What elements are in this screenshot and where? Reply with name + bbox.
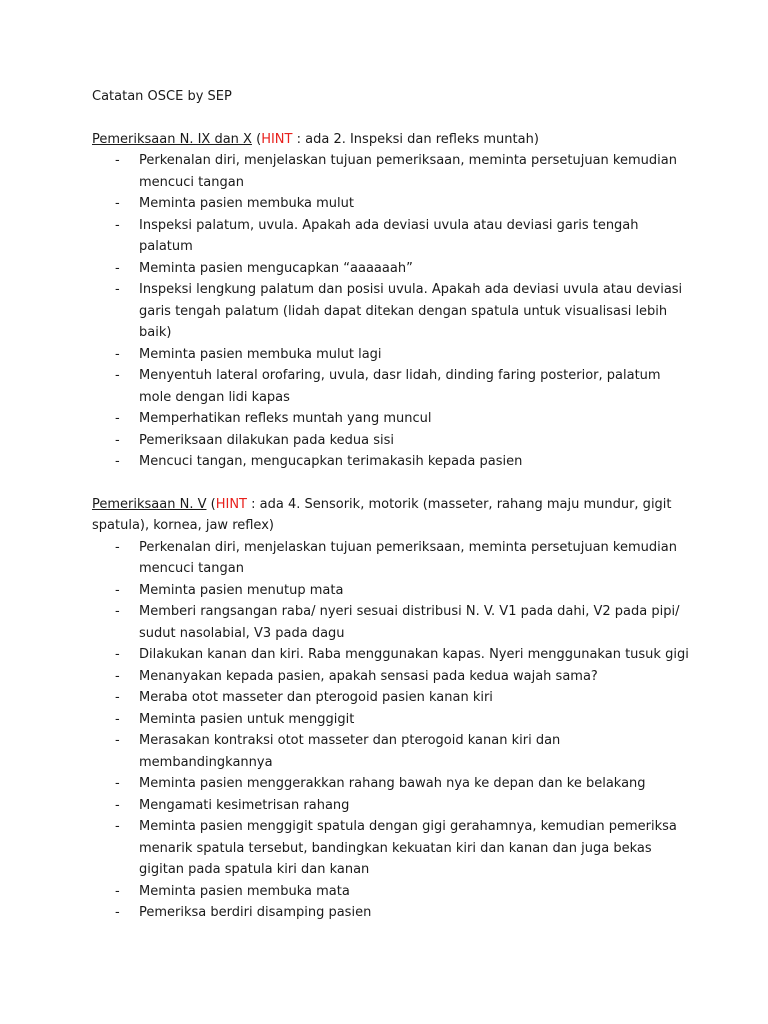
list-item: - Menyentuh lateral orofaring, uvula, dasr lidah, dinding faring posterior, palatum mole dengan lidi kapas	[92, 365, 692, 408]
list-item: - Meminta pasien menggerakkan rahang bawah nya ke depan dan ke belakang	[92, 773, 692, 795]
document-page	[92, 86, 692, 945]
section-n-v	[92, 494, 692, 924]
list-item: - Menanyakan kepada pasien, apakah sensasi pada kedua wajah sama?	[92, 666, 692, 688]
list-item: - Pemeriksa berdiri disamping pasien	[92, 902, 692, 924]
list-item: - Inspeksi palatum, uvula. Apakah ada deviasi uvula atau deviasi garis tengah palatum	[92, 215, 692, 258]
list-item: - Memperhatikan refleks muntah yang muncul	[92, 408, 692, 430]
list-item: - Meminta pasien membuka mulut lagi	[92, 344, 692, 366]
hint-text: : ada 2. Inspeksi dan refleks muntah)	[296, 131, 539, 147]
list-item: - Memberi rangsangan raba/ nyeri sesuai distribusi N. V. V1 pada dahi, V2 pada pipi/ sudut nasolabial, V3 pada dagu	[92, 601, 692, 644]
list-item: - Mencuci tangan, mengucapkan terimakasih kepada pasien	[92, 451, 692, 473]
list-item: - Dilakukan kanan dan kiri. Raba menggunakan kapas. Nyeri menggunakan tusuk gigi	[92, 644, 692, 666]
list-item: - Meminta pasien mengucapkan “aaaaaah”	[92, 258, 692, 280]
section-heading	[92, 494, 692, 537]
hint-label: HINT	[261, 131, 293, 147]
list-item: - Meminta pasien menggigit spatula dengan gigi gerahamnya, kemudian pemeriksa menarik spatula tersebut, bandingkan kekuatan kiri dan kanan dan juga bekas gigitan pada spatula kiri dan kanan	[92, 816, 692, 881]
document-title: Catatan OSCE by SEP	[92, 89, 232, 104]
section-n-ix-x	[92, 129, 692, 473]
list-item: - Merasakan kontraksi otot masseter dan pterogoid kanan kiri dan membandingkannya	[92, 730, 692, 773]
step-list	[92, 150, 692, 473]
list-item: - Perkenalan diri, menjelaskan tujuan pemeriksaan, meminta persetujuan kemudian mencuci tangan	[92, 537, 692, 580]
list-item: - Meminta pasien untuk menggigit	[92, 709, 692, 731]
list-item: - Meminta pasien membuka mulut	[92, 193, 692, 215]
step-list	[92, 537, 692, 924]
list-item: - Meminta pasien menutup mata	[92, 580, 692, 602]
section-heading-name: Pemeriksaan N. IX dan X	[92, 131, 252, 147]
list-item: - Meraba otot masseter dan pterogoid pasien kanan kiri	[92, 687, 692, 709]
list-item: - Mengamati kesimetrisan rahang	[92, 795, 692, 817]
list-item: - Perkenalan diri, menjelaskan tujuan pemeriksaan, meminta persetujuan kemudian mencuci tangan	[92, 150, 692, 193]
hint-text: : ada 4. Sensorik, motorik (masseter, rahang maju mundur, gigit spatula), kornea, jaw reflex)	[92, 496, 672, 533]
hint-label: HINT	[215, 496, 247, 512]
list-item: - Pemeriksaan dilakukan pada kedua sisi	[92, 430, 692, 452]
hint-open-paren: (	[210, 496, 216, 512]
hint-open-paren: (	[256, 131, 262, 147]
section-heading-name: Pemeriksaan N. V	[92, 496, 207, 512]
list-item: - Meminta pasien membuka mata	[92, 881, 692, 903]
section-heading	[92, 129, 692, 151]
list-item: - Inspeksi lengkung palatum dan posisi uvula. Apakah ada deviasi uvula atau deviasi garis tengah palatum (lidah dapat ditekan dengan spatula untuk visualisasi lebih baik)	[92, 279, 692, 344]
